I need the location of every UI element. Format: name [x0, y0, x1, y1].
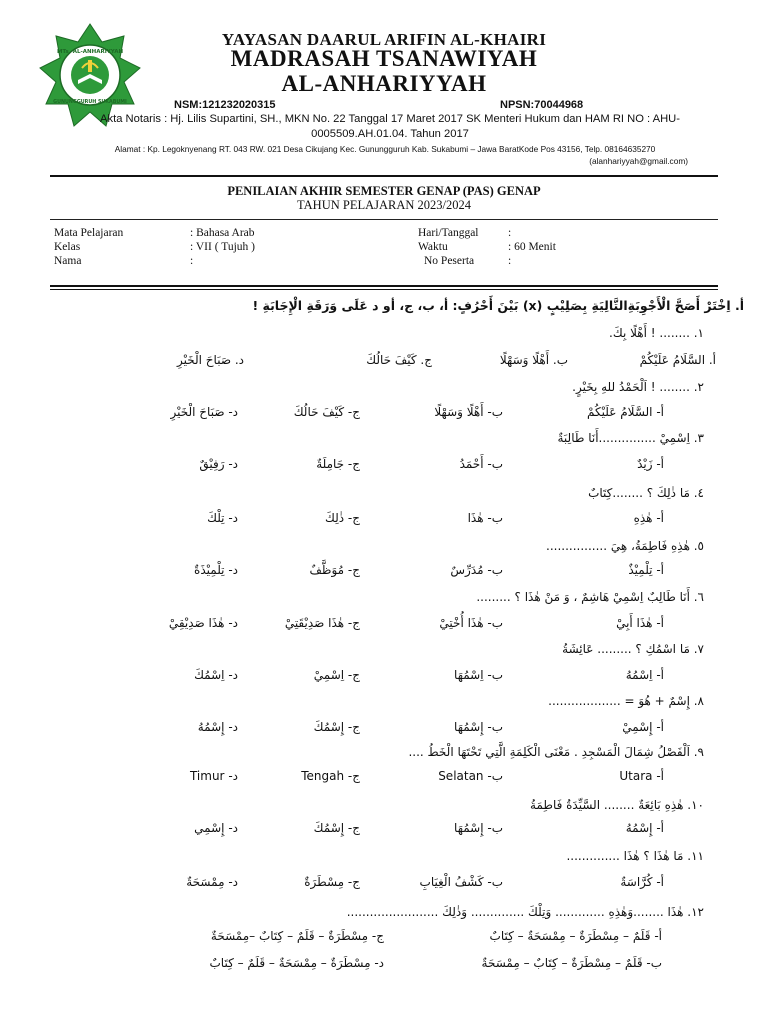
question-text: ٥. هٰذِهِ فَاطِمَةُ، هِيَ ................	[546, 539, 704, 553]
option-b: ب- أَحْمَدُ	[459, 457, 503, 471]
foundation-name: YAYASAN DAARUL ARIFIN AL-KHAIRI	[221, 30, 547, 49]
option-c: ج- مُوَظَّفٌ	[309, 563, 360, 577]
option-c: ج- اِسْمِيْ	[313, 668, 360, 682]
date-value: :	[508, 227, 512, 239]
option-d: د- صَبَاحَ الْخَيْرِ	[170, 405, 238, 419]
option-c: ج- إِسْمُكَ	[313, 720, 360, 734]
time-value: : 60 Menit	[508, 241, 556, 253]
option-c: ج. كَيْفَ حَالُكَ	[366, 353, 432, 367]
option-b: ب- إِسْمُهَا	[454, 720, 503, 734]
option-c: ج- مِسْطَرَةٌ	[304, 875, 360, 889]
class-label: Kelas	[54, 241, 81, 253]
school-name-line1: MADRASAH TSANAWIYAH	[230, 46, 538, 71]
question-text: ١٢. هٰذَا ........وَهٰذِهِ ............. وَتِلْكَ .............. وَذٰلِكَ ........................	[346, 905, 704, 919]
option-b: ب- قَلَمٌ – مِسْطَرَةٌ – كِتَابٌ – مِمْسَحَةٌ	[481, 956, 662, 970]
letterhead-divider	[50, 175, 718, 177]
name-label: Nama	[54, 255, 82, 267]
option-d: د- اِسْمُكَ	[194, 668, 238, 682]
option-d: د- إِسْمُهُ	[197, 720, 238, 734]
option-a: أ- Utara	[619, 769, 664, 783]
option-a: أ- إِسْمُهُ	[625, 821, 664, 835]
option-b: ب- مُدَرِّسٌ	[450, 563, 503, 577]
info-bottom-divider	[50, 285, 718, 287]
question-text: ٢. ........ ! اَلْحَمْدُ للهِ بِخَيْرٍ.	[572, 380, 704, 394]
option-a: أ- السَّلَامُ عَلَيْكُمْ	[587, 405, 664, 419]
option-b: ب- هٰذَا أُخْتِيْ	[439, 616, 503, 630]
option-b: ب- Selatan	[438, 769, 503, 783]
option-b: ب- أَهْلًا وَسَهْلًا	[434, 405, 503, 419]
option-b: ب- هٰذَا	[467, 511, 503, 525]
option-c: ج- هٰذَا صَدِيْقَتِيْ	[284, 616, 360, 630]
logo-text-top: MTs. AL-ANHARIYYAH	[56, 49, 124, 55]
option-b: ب- كَشْفُ الْغِيَابِ	[419, 875, 503, 889]
address-block	[40, 143, 730, 167]
option-d: د- مِمْسَحَةٌ	[186, 875, 238, 889]
info-top-divider	[50, 219, 718, 220]
option-c: ج- ذٰلِكَ	[324, 511, 360, 525]
question-text: ٧. مَا اسْمُكِ ؟ ......... عَائِشَةُ	[562, 642, 704, 656]
participant-label: No Peserta	[424, 255, 475, 267]
option-a: أ- زَيْدٌ	[637, 457, 664, 471]
notary-line2: 0005509.AH.01.04. Tahun 2017	[311, 128, 469, 140]
option-a: أ- هٰذِهِ	[633, 511, 664, 525]
notary-deed	[50, 112, 730, 142]
name-value: :	[190, 255, 194, 267]
nsm-number: NSM:121232020315	[174, 99, 276, 111]
question-text: ٦. أَنَا طَالِبٌ اِسْمِيْ هَاشِمٌ ، وَ مَنْ هٰذَا ؟ .........	[476, 590, 704, 604]
option-b: ب- اِسْمُهَا	[454, 668, 503, 682]
address: Alamat : Kp. Legoknyenang RT. 043 RW. 021 Desa Cikujang Kec. Gunungguruh Kab. Sukabumi – Jawa BaratKode Pos 43156, Telp. 08164635270	[114, 144, 656, 154]
option-b: ب- إِسْمُهَا	[454, 821, 503, 835]
option-a: أ- كُرَّاسَةٌ	[620, 875, 664, 889]
option-a: أ- إِسْمِيْ	[622, 720, 664, 734]
option-b: ب. أَهْلًا وَسَهْلًا	[499, 353, 568, 367]
instruction: أ. اِخْتَرْ أَصَحَّ الْأَجْوِبَةِالتَّالِيَةِ بِصَلِيْبٍ (x) بَيْنَ أَحْرُفٍ: أ، ب، ج، أو د عَلَى وَرَقَةِ الْإِجَابَةِ !	[252, 298, 744, 313]
class-value: : VII ( Tujuh )	[190, 241, 255, 253]
option-a: أ- هٰذَا أَبِيْ	[616, 616, 664, 630]
question-text: ١١. مَا هٰذَا ؟ هٰذَا ..............	[566, 849, 704, 863]
option-c: ج- مِسْطَرَةٌ – قَلَمٌ – كِتَابٌ –مِمْسَحَةٌ	[210, 929, 384, 943]
option-a: أ. السَّلَامُ عَلَيْكُمْ	[639, 353, 716, 367]
option-c: ج- كَيْفَ حَالُكَ	[293, 405, 360, 419]
option-d: د- Timur	[189, 769, 238, 783]
email: (alanhariyyah@gmail.com)	[589, 156, 688, 166]
info-bottom-divider-thin	[50, 289, 718, 290]
subject-value: : Bahasa Arab	[190, 227, 255, 239]
option-c: ج- Tengah	[301, 769, 360, 783]
option-d: د- تِلْكَ	[207, 511, 238, 525]
option-a: أ- قَلَمٌ – مِسْطَرَةٌ – مِمْسَحَةٌ – كِتَابٌ	[489, 929, 662, 943]
time-label: Waktu	[418, 241, 448, 253]
question-text: ٨. إِسْمٌ + هُوَ = ...................	[548, 694, 704, 708]
npsn-number: NPSN:70044968	[500, 99, 584, 111]
option-d: د- إِسْمِي	[194, 821, 238, 835]
subject-label: Mata Pelajaran	[54, 227, 124, 239]
option-d: د- تِلْمِيْذَةٌ	[194, 563, 238, 577]
exam-year: TAHUN PELAJARAN 2023/2024	[297, 198, 471, 212]
question-text: ٩. اَلْفَصْلُ شِمَالَ الْمَسْجِدِ . مَعْنَى الْكَلِمَةِ الَّتِي تَحْتَهَا الْخَطُ ....	[408, 745, 704, 759]
option-a: أ- اِسْمُهُ	[625, 668, 664, 682]
option-c: ج- جَامِلَةٌ	[316, 457, 360, 471]
question-text: ١٠. هٰذِهِ بَائِعَةٌ ........ السَّيِّدَةُ فَاطِمَةُ	[530, 798, 704, 812]
question-text: ٣. اِسْمِيْ ...............أَنَا طَالِبَةٌ	[557, 431, 704, 445]
logo-text-bottom: GUNUNGGURUH SUKABUMI	[53, 100, 127, 105]
participant-value: :	[508, 255, 512, 267]
option-a: أ- تِلْمِيْذٌ	[628, 563, 664, 577]
school-name-line2: AL-ANHARIYYAH	[281, 71, 487, 96]
option-d: د- رَفِيْقٌ	[199, 457, 238, 471]
question-text: ١. ........ ! أَهْلًا بِكَ.	[609, 326, 704, 340]
date-label: Hari/Tanggal	[418, 227, 479, 239]
option-d: د. صَبَاحَ الْخَيْرِ	[177, 353, 244, 367]
exam-title: PENILAIAN AKHIR SEMESTER GENAP (PAS) GENAP	[227, 184, 541, 198]
option-c: ج- إِسْمُكَ	[313, 821, 360, 835]
option-d: د- هٰذَا صَدِيْقِيْ	[168, 616, 238, 630]
notary-line1: Akta Notaris : Hj. Lilis Supartini, SH., MKN No. 22 Tanggal 17 Maret 2017 SK Menteri Hukum dan HAM RI NO : AHU-	[100, 113, 680, 125]
question-text: ٤. مَا ذٰلِكَ ؟ ........كِتَابٌ	[588, 486, 704, 500]
option-d: د- مِسْطَرَةٌ – مِمْسَحَةٌ – قَلَمٌ – كِتَابٌ	[209, 956, 384, 970]
